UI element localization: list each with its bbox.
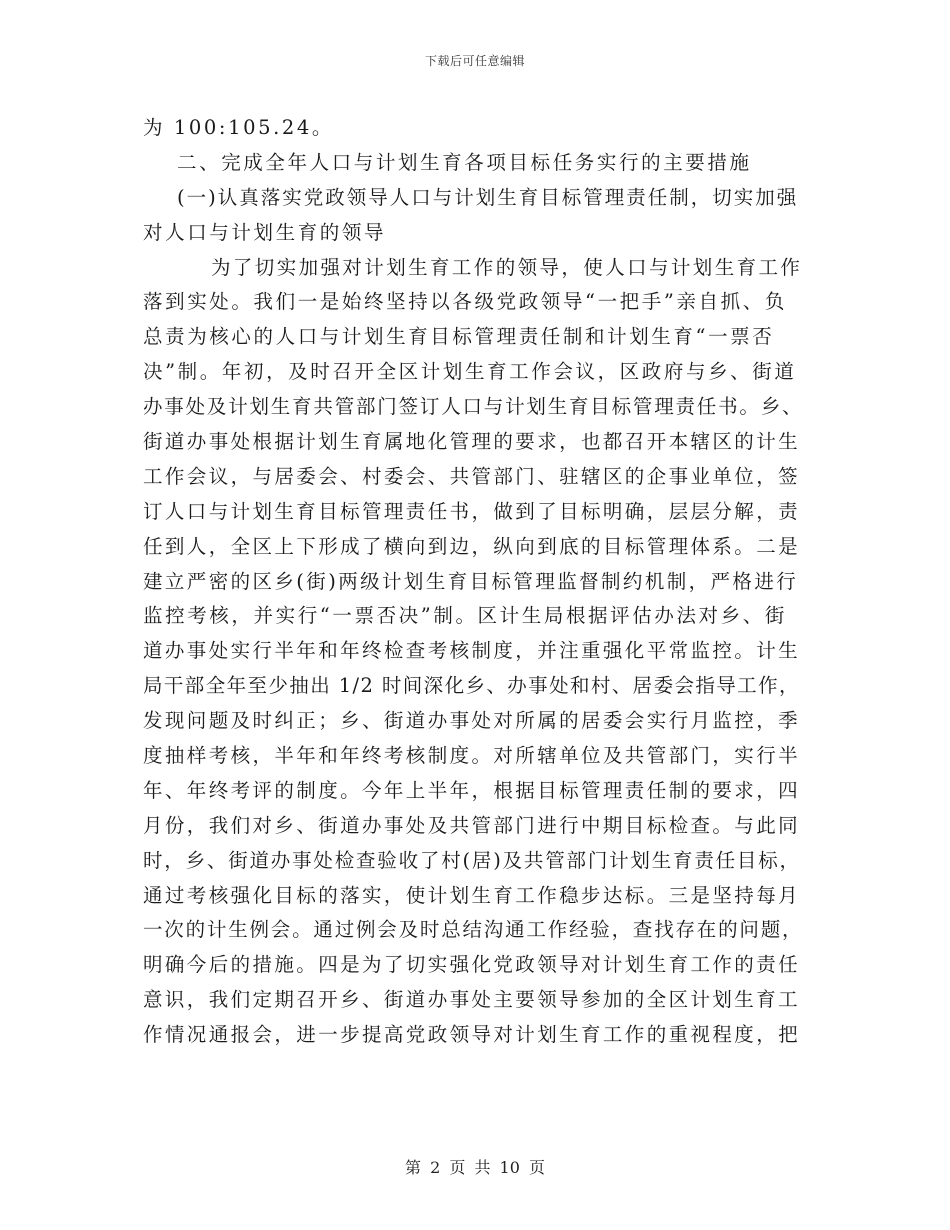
text-line: 年、年终考评的制度。今年上半年，根据目标管理责任制的要求，四 <box>143 778 801 802</box>
section-heading: 二、完成全年人口与计划生育各项目标任务实行的主要措施 <box>177 150 752 174</box>
text-line: 落到实处。我们一是始终坚持以各级党政领导“一把手”亲自抓、负 <box>143 290 787 314</box>
text-line: 月份，我们对乡、街道办事处及共管部门进行中期目标检查。与此同 <box>143 813 801 837</box>
text-line: 总责为核心的人口与计划生育目标管理责任制和计划生育“一票否 <box>143 325 775 349</box>
text-line: 意识，我们定期召开乡、街道办事处主要领导参加的全区计划生育工 <box>143 988 801 1012</box>
page-header-note: 下载后可任意编辑 <box>424 54 525 68</box>
text-line: 任到人，全区上下形成了横向到边，纵向到底的目标管理体系。二是 <box>143 534 801 558</box>
text-line: 度抽样考核，半年和年终考核制度。对所辖单位及共管部门，实行半 <box>143 744 801 768</box>
paragraph-first-line: 为了切实加强对计划生育工作的领导，使人口与计划生育工作 <box>211 255 803 279</box>
text-line: 工作会议，与居委会、村委会、共管部门、驻辖区的企事业单位，签 <box>143 464 801 488</box>
text-line: 为 100:105.24。 <box>143 116 335 139</box>
text-line: 街道办事处根据计划生育属地化管理的要求，也都召开本辖区的计生 <box>143 430 801 454</box>
text-line: 订人口与计划生育目标管理责任书，做到了目标明确，层层分解，责 <box>143 499 801 523</box>
text-line: 建立严密的区乡(街)两级计划生育目标管理监督制约机制，严格进行 <box>143 569 799 593</box>
text-line: 通过考核强化目标的落实，使计划生育工作稳步达标。三是坚持每月 <box>143 883 801 907</box>
text-line: 时，乡、街道办事处检查验收了村(居)及共管部门计划生育责任目标， <box>143 848 801 872</box>
text-line: 办事处及计划生育共管部门签订人口与计划生育目标管理责任书。乡、 <box>143 395 804 419</box>
subsection-heading: (一)认真落实党政领导人口与计划生育目标管理责任制，切实加强 <box>177 185 799 209</box>
text-line: 监控考核，并实行“一票否决”制。区计生局根据评估办法对乡、街 <box>143 604 787 628</box>
text-line: 发现问题及时纠正；乡、街道办事处对所属的居委会实行月监控，季 <box>143 709 801 733</box>
text-line: 道办事处实行半年和年终检查考核制度，并注重强化平常监控。计生 <box>143 639 801 663</box>
text-line: 明确今后的措施。四是为了切实强化党政领导对计划生育工作的责任 <box>143 953 801 977</box>
text-line: 一次的计生例会。通过例会及时总结沟通工作经验，查找存在的问题， <box>143 918 804 942</box>
text-line: 作情况通报会，进一步提高党政领导对计划生育工作的重视程度，把 <box>143 1023 801 1047</box>
document-body <box>143 111 803 1053</box>
text-line: 局干部全年至少抽出 1/2 时间深化乡、办事处和村、居委会指导工作， <box>143 674 800 698</box>
text-line: 决”制。年初，及时召开全区计划生育工作会议，区政府与乡、街道 <box>143 360 797 384</box>
subsection-heading-continued: 对人口与计划生育的领导 <box>143 220 387 244</box>
page-number-footer: 第 2 页 共 10 页 <box>405 1158 545 1177</box>
